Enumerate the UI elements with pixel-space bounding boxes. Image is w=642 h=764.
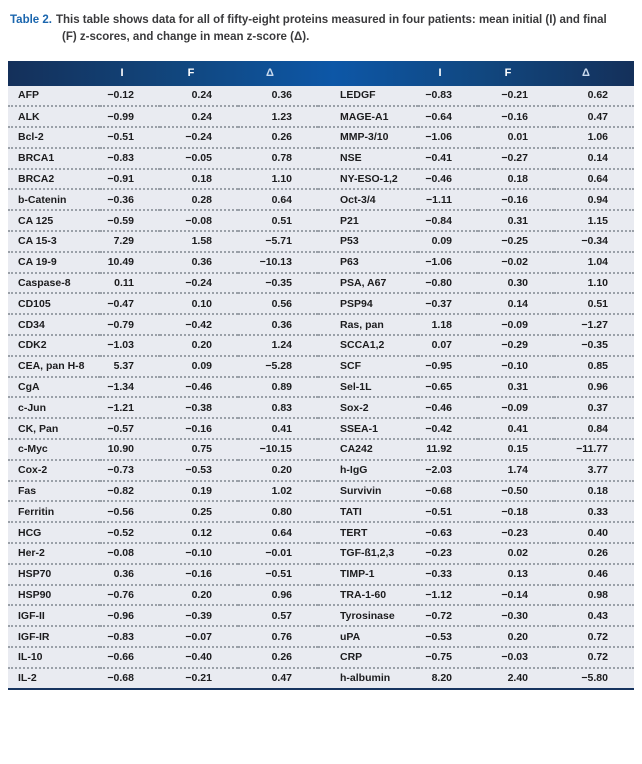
value-initial: −2.03 xyxy=(418,460,478,481)
value-delta: 1.04 xyxy=(554,252,634,273)
value-delta: −5.80 xyxy=(554,668,634,689)
value-initial: −0.36 xyxy=(100,189,160,210)
protein-name: SCCA1,2 xyxy=(318,335,418,356)
value-final: −0.46 xyxy=(160,377,238,398)
protein-name: Survivin xyxy=(318,481,418,502)
value-final: −0.03 xyxy=(478,647,554,668)
value-initial: −0.59 xyxy=(100,210,160,231)
value-final: −0.23 xyxy=(478,522,554,543)
value-delta: 0.20 xyxy=(238,460,318,481)
table-row xyxy=(8,605,634,626)
value-delta: −0.34 xyxy=(554,231,634,252)
value-initial: −0.75 xyxy=(418,647,478,668)
protein-name: Cox-2 xyxy=(8,460,100,481)
value-initial: −0.99 xyxy=(100,106,160,127)
value-final: −0.09 xyxy=(478,397,554,418)
protein-name: CgA xyxy=(8,377,100,398)
value-delta: 0.26 xyxy=(238,647,318,668)
protein-name: TRA-1-60 xyxy=(318,585,418,606)
protein-name: Bcl-2 xyxy=(8,127,100,148)
value-final: 1.74 xyxy=(478,460,554,481)
value-initial: −0.83 xyxy=(100,626,160,647)
table-row xyxy=(8,377,634,398)
value-initial: −1.34 xyxy=(100,377,160,398)
value-initial: −0.79 xyxy=(100,314,160,335)
protein-name: NSE xyxy=(318,148,418,169)
value-delta: 0.85 xyxy=(554,356,634,377)
value-initial: −1.11 xyxy=(418,189,478,210)
value-initial: −0.33 xyxy=(418,564,478,585)
value-delta: −10.15 xyxy=(238,439,318,460)
protein-name: Ras, pan xyxy=(318,314,418,335)
table-row xyxy=(8,418,634,439)
value-initial: −0.64 xyxy=(418,106,478,127)
value-final: −0.29 xyxy=(478,335,554,356)
value-delta: 1.15 xyxy=(554,210,634,231)
value-delta: −0.01 xyxy=(238,543,318,564)
value-delta: −0.35 xyxy=(238,273,318,294)
value-delta: 0.76 xyxy=(238,626,318,647)
value-delta: 0.94 xyxy=(554,189,634,210)
protein-name: CD105 xyxy=(8,293,100,314)
column-header-empty-left xyxy=(8,61,100,86)
protein-name: Fas xyxy=(8,481,100,502)
value-delta: 0.57 xyxy=(238,605,318,626)
value-final: 0.12 xyxy=(160,522,238,543)
table-caption xyxy=(10,12,610,47)
value-final: 0.19 xyxy=(160,481,238,502)
value-final: 0.28 xyxy=(160,189,238,210)
protein-name: Sel-1L xyxy=(318,377,418,398)
table-row xyxy=(8,293,634,314)
value-delta: 0.41 xyxy=(238,418,318,439)
value-delta: 0.37 xyxy=(554,397,634,418)
protein-name: TATI xyxy=(318,501,418,522)
value-initial: −0.47 xyxy=(100,293,160,314)
table-row xyxy=(8,273,634,294)
protein-name: NY-ESO-1,2 xyxy=(318,169,418,190)
value-delta: 3.77 xyxy=(554,460,634,481)
protein-name: HCG xyxy=(8,522,100,543)
protein-name: IGF-II xyxy=(8,605,100,626)
value-final: −0.39 xyxy=(160,605,238,626)
table-row xyxy=(8,585,634,606)
value-final: −0.10 xyxy=(160,543,238,564)
value-delta: 0.89 xyxy=(238,377,318,398)
value-final: −0.09 xyxy=(478,314,554,335)
protein-name: P63 xyxy=(318,252,418,273)
column-header-final-left: F xyxy=(187,67,195,79)
value-final: −0.50 xyxy=(478,481,554,502)
protein-name: TGF-ß1,2,3 xyxy=(318,543,418,564)
value-final: −0.05 xyxy=(160,148,238,169)
table-row xyxy=(8,501,634,522)
value-delta: 1.02 xyxy=(238,481,318,502)
table-row xyxy=(8,356,634,377)
value-final: 2.40 xyxy=(478,668,554,689)
value-delta: 0.14 xyxy=(554,148,634,169)
value-final: 0.31 xyxy=(478,377,554,398)
value-initial: −0.96 xyxy=(100,605,160,626)
value-final: −0.21 xyxy=(160,668,238,689)
value-final: 0.20 xyxy=(160,585,238,606)
protein-name: CA 125 xyxy=(8,210,100,231)
value-final: −0.18 xyxy=(478,501,554,522)
value-initial: −0.84 xyxy=(418,210,478,231)
protein-name: SCF xyxy=(318,356,418,377)
value-delta: 0.96 xyxy=(238,585,318,606)
value-delta: 0.80 xyxy=(238,501,318,522)
table-row xyxy=(8,231,634,252)
protein-name: HSP90 xyxy=(8,585,100,606)
protein-name: BRCA1 xyxy=(8,148,100,169)
protein-name: Caspase-8 xyxy=(8,273,100,294)
value-delta: 1.10 xyxy=(238,169,318,190)
value-final: 0.10 xyxy=(160,293,238,314)
value-final: −0.02 xyxy=(478,252,554,273)
value-final: −0.27 xyxy=(478,148,554,169)
protein-name: SSEA-1 xyxy=(318,418,418,439)
value-initial: −0.12 xyxy=(100,86,160,107)
value-initial: −1.21 xyxy=(100,397,160,418)
value-initial: −0.42 xyxy=(418,418,478,439)
table-row xyxy=(8,564,634,585)
value-delta: 0.72 xyxy=(554,647,634,668)
value-final: −0.08 xyxy=(160,210,238,231)
value-delta: 0.64 xyxy=(238,522,318,543)
value-final: −0.16 xyxy=(160,564,238,585)
table-row xyxy=(8,522,634,543)
table-row xyxy=(8,668,634,689)
table-row xyxy=(8,314,634,335)
value-delta: 0.83 xyxy=(238,397,318,418)
value-final: 0.31 xyxy=(478,210,554,231)
value-final: 0.14 xyxy=(478,293,554,314)
value-delta: −11.77 xyxy=(554,439,634,460)
value-final: −0.16 xyxy=(478,189,554,210)
value-final: −0.25 xyxy=(478,231,554,252)
value-delta: 0.33 xyxy=(554,501,634,522)
value-initial: 8.20 xyxy=(418,668,478,689)
value-initial: −0.82 xyxy=(100,481,160,502)
value-initial: −0.73 xyxy=(100,460,160,481)
value-final: 0.24 xyxy=(160,106,238,127)
protein-name: c-Myc xyxy=(8,439,100,460)
value-final: 0.09 xyxy=(160,356,238,377)
value-delta: 0.46 xyxy=(554,564,634,585)
value-delta: −0.51 xyxy=(238,564,318,585)
value-final: 0.15 xyxy=(478,439,554,460)
value-delta: 0.43 xyxy=(554,605,634,626)
table-row xyxy=(8,210,634,231)
value-delta: 0.56 xyxy=(238,293,318,314)
value-initial: −0.23 xyxy=(418,543,478,564)
value-final: −0.14 xyxy=(478,585,554,606)
protein-name: IGF-IR xyxy=(8,626,100,647)
value-delta: 0.51 xyxy=(554,293,634,314)
value-delta: 0.40 xyxy=(554,522,634,543)
value-initial: 0.36 xyxy=(100,564,160,585)
table-row xyxy=(8,189,634,210)
value-initial: −0.68 xyxy=(418,481,478,502)
table-row xyxy=(8,481,634,502)
protein-name: h-albumin xyxy=(318,668,418,689)
value-initial: −0.52 xyxy=(100,522,160,543)
protein-name: IL-2 xyxy=(8,668,100,689)
value-initial: 0.07 xyxy=(418,335,478,356)
value-final: −0.10 xyxy=(478,356,554,377)
protein-name: CA 19-9 xyxy=(8,252,100,273)
value-final: 0.20 xyxy=(160,335,238,356)
column-header-delta-left: Δ xyxy=(266,67,274,79)
value-initial: −0.72 xyxy=(418,605,478,626)
protein-name: CA242 xyxy=(318,439,418,460)
column-header-final-right: F xyxy=(504,67,512,79)
value-initial: 11.92 xyxy=(418,439,478,460)
value-delta: 0.47 xyxy=(554,106,634,127)
value-initial: −0.51 xyxy=(100,127,160,148)
value-initial: −0.41 xyxy=(418,148,478,169)
table-row xyxy=(8,397,634,418)
protein-name: P53 xyxy=(318,231,418,252)
table-row xyxy=(8,86,634,107)
column-header-initial-left: I xyxy=(120,67,124,79)
value-initial: 10.90 xyxy=(100,439,160,460)
value-delta: −5.28 xyxy=(238,356,318,377)
value-final: −0.24 xyxy=(160,273,238,294)
protein-name: PSA, A67 xyxy=(318,273,418,294)
protein-name: IL-10 xyxy=(8,647,100,668)
value-initial: −0.91 xyxy=(100,169,160,190)
column-header-delta-right: Δ xyxy=(582,67,590,79)
value-initial: −0.68 xyxy=(100,668,160,689)
table-caption-label: Table 2. xyxy=(10,14,52,26)
value-initial: −0.95 xyxy=(418,356,478,377)
column-header-initial-right: I xyxy=(438,67,442,79)
protein-table-body xyxy=(8,86,634,689)
value-delta: 0.26 xyxy=(554,543,634,564)
protein-name: P21 xyxy=(318,210,418,231)
value-initial: 10.49 xyxy=(100,252,160,273)
protein-name: Sox-2 xyxy=(318,397,418,418)
value-final: 0.24 xyxy=(160,86,238,107)
value-delta: 0.78 xyxy=(238,148,318,169)
value-initial: −0.56 xyxy=(100,501,160,522)
value-initial: −1.03 xyxy=(100,335,160,356)
value-delta: 0.64 xyxy=(554,169,634,190)
protein-name: MMP-3/10 xyxy=(318,127,418,148)
protein-name: LEDGF xyxy=(318,86,418,107)
value-delta: 0.84 xyxy=(554,418,634,439)
protein-name: TIMP-1 xyxy=(318,564,418,585)
value-final: 0.18 xyxy=(160,169,238,190)
protein-name: Her-2 xyxy=(8,543,100,564)
value-initial: −0.53 xyxy=(418,626,478,647)
value-delta: 1.06 xyxy=(554,127,634,148)
value-delta: 0.47 xyxy=(238,668,318,689)
value-initial: −0.76 xyxy=(100,585,160,606)
value-final: −0.07 xyxy=(160,626,238,647)
value-delta: 1.24 xyxy=(238,335,318,356)
protein-name: CRP xyxy=(318,647,418,668)
value-final: 1.58 xyxy=(160,231,238,252)
value-delta: 0.96 xyxy=(554,377,634,398)
value-initial: −0.65 xyxy=(418,377,478,398)
value-delta: 0.64 xyxy=(238,189,318,210)
value-final: −0.53 xyxy=(160,460,238,481)
value-initial: −0.63 xyxy=(418,522,478,543)
protein-name: ALK xyxy=(8,106,100,127)
value-initial: −0.51 xyxy=(418,501,478,522)
value-final: 0.13 xyxy=(478,564,554,585)
value-delta: 0.51 xyxy=(238,210,318,231)
table-row xyxy=(8,169,634,190)
value-initial: −0.46 xyxy=(418,397,478,418)
table-header-row xyxy=(8,61,634,86)
value-initial: 5.37 xyxy=(100,356,160,377)
protein-name: MAGE-A1 xyxy=(318,106,418,127)
value-final: −0.21 xyxy=(478,86,554,107)
protein-name: BRCA2 xyxy=(8,169,100,190)
value-initial: −0.66 xyxy=(100,647,160,668)
value-initial: −0.83 xyxy=(100,148,160,169)
value-initial: 0.11 xyxy=(100,273,160,294)
value-initial: −1.06 xyxy=(418,252,478,273)
value-final: 0.36 xyxy=(160,252,238,273)
value-final: 0.20 xyxy=(478,626,554,647)
table-row xyxy=(8,335,634,356)
value-initial: −0.83 xyxy=(418,86,478,107)
value-final: −0.40 xyxy=(160,647,238,668)
protein-name: CK, Pan xyxy=(8,418,100,439)
value-delta: 0.62 xyxy=(554,86,634,107)
table-row xyxy=(8,647,634,668)
value-delta: 0.36 xyxy=(238,86,318,107)
value-final: 0.02 xyxy=(478,543,554,564)
value-final: 0.41 xyxy=(478,418,554,439)
value-initial: 7.29 xyxy=(100,231,160,252)
value-final: −0.24 xyxy=(160,127,238,148)
protein-name: AFP xyxy=(8,86,100,107)
value-delta: 0.18 xyxy=(554,481,634,502)
value-final: 0.01 xyxy=(478,127,554,148)
protein-name: CEA, pan H-8 xyxy=(8,356,100,377)
value-final: −0.16 xyxy=(160,418,238,439)
protein-name: Tyrosinase xyxy=(318,605,418,626)
table-row xyxy=(8,127,634,148)
value-delta: 1.23 xyxy=(238,106,318,127)
protein-name: h-IgG xyxy=(318,460,418,481)
value-final: −0.38 xyxy=(160,397,238,418)
protein-name: CD34 xyxy=(8,314,100,335)
protein-name: uPA xyxy=(318,626,418,647)
value-delta: 0.26 xyxy=(238,127,318,148)
value-initial: −0.46 xyxy=(418,169,478,190)
value-initial: −0.08 xyxy=(100,543,160,564)
table-row xyxy=(8,626,634,647)
value-delta: −0.35 xyxy=(554,335,634,356)
value-initial: 1.18 xyxy=(418,314,478,335)
table-row xyxy=(8,106,634,127)
value-delta: 0.98 xyxy=(554,585,634,606)
protein-name: PSP94 xyxy=(318,293,418,314)
table-row xyxy=(8,460,634,481)
protein-name: HSP70 xyxy=(8,564,100,585)
value-delta: −5.71 xyxy=(238,231,318,252)
value-delta: −10.13 xyxy=(238,252,318,273)
value-initial: −1.12 xyxy=(418,585,478,606)
value-delta: −1.27 xyxy=(554,314,634,335)
protein-name: CA 15-3 xyxy=(8,231,100,252)
protein-name: Ferritin xyxy=(8,501,100,522)
value-final: 0.75 xyxy=(160,439,238,460)
protein-table xyxy=(8,61,634,690)
column-header-empty-right xyxy=(318,61,418,86)
table-row xyxy=(8,148,634,169)
value-final: 0.18 xyxy=(478,169,554,190)
protein-name: CDK2 xyxy=(8,335,100,356)
protein-name: TERT xyxy=(318,522,418,543)
value-initial: −0.80 xyxy=(418,273,478,294)
value-delta: 1.10 xyxy=(554,273,634,294)
value-initial: −0.57 xyxy=(100,418,160,439)
value-final: −0.30 xyxy=(478,605,554,626)
value-initial: −1.06 xyxy=(418,127,478,148)
table-row xyxy=(8,439,634,460)
table-caption-text: This table shows data for all of fifty-eight proteins measured in four patients: mean initial (I) and final (F) z-scores, and change in mean z-score (Δ). xyxy=(55,14,607,44)
table-row xyxy=(8,543,634,564)
value-final: 0.25 xyxy=(160,501,238,522)
value-final: −0.16 xyxy=(478,106,554,127)
protein-name: b-Catenin xyxy=(8,189,100,210)
value-delta: 0.72 xyxy=(554,626,634,647)
value-initial: −0.37 xyxy=(418,293,478,314)
value-final: −0.42 xyxy=(160,314,238,335)
value-initial: 0.09 xyxy=(418,231,478,252)
table-row xyxy=(8,252,634,273)
protein-name: c-Jun xyxy=(8,397,100,418)
value-delta: 0.36 xyxy=(238,314,318,335)
value-final: 0.30 xyxy=(478,273,554,294)
protein-name: Oct-3/4 xyxy=(318,189,418,210)
